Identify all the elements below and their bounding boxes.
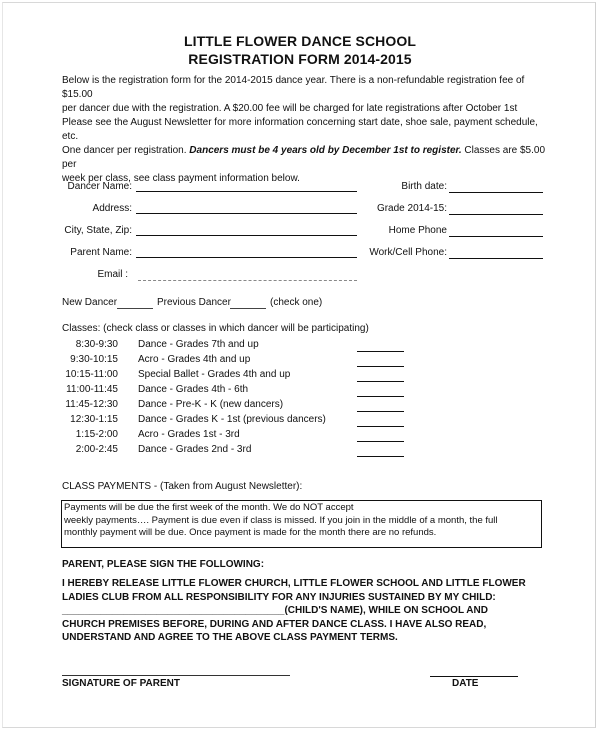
class-checkbox-line[interactable] <box>357 396 404 397</box>
class-time: 10:15-11:00 <box>65 369 118 380</box>
class-name: Dance - Grades 7th and up <box>138 339 259 350</box>
new-dancer-check[interactable] <box>117 308 153 309</box>
release-paragraph <box>62 577 542 645</box>
intro-line: Below is the registration form for the 2014-2015 dance year. There is a non-refundable registration fee of $15.00 <box>62 75 525 100</box>
release-line: UNDERSTAND AND AGREE TO THE ABOVE CLASS PAYMENT TERMS. <box>62 632 398 643</box>
intro-text: One dancer per registration. <box>62 145 190 156</box>
intro-line: Please see the August Newsletter for more information concerning start date, shoe sale, payment schedule, etc. <box>62 117 538 142</box>
child-name-field[interactable]: ________________________________________ <box>62 605 285 616</box>
payments-line: weekly payments…. Payment is due even if class is missed. If you join in the middle of a month, the full <box>64 514 498 526</box>
new-dancer-label: New Dancer <box>62 297 118 308</box>
class-checkbox-line[interactable] <box>357 441 404 442</box>
class-time: 1:15-2:00 <box>75 429 118 440</box>
address-field[interactable] <box>136 213 357 214</box>
payments-heading: CLASS PAYMENTS - (Taken from August Newsletter): <box>62 481 303 492</box>
grade-label: Grade 2014-15: <box>376 203 447 214</box>
home-phone-label: Home Phone <box>388 225 447 236</box>
release-heading: PARENT, PLEASE SIGN THE FOLLOWING: <box>62 559 265 570</box>
class-checkbox-line[interactable] <box>357 426 404 427</box>
payments-line: Payments will be due the first week of the month. We do NOT accept <box>64 502 354 513</box>
class-name: Dance - Grades 2nd - 3rd <box>138 444 252 455</box>
work-cell-phone-label: Work/Cell Phone: <box>369 247 447 258</box>
release-line: I HEREBY RELEASE LITTLE FLOWER CHURCH, LITTLE FLOWER SCHOOL AND LITTLE FLOWER <box>62 578 526 589</box>
class-time: 11:00-11:45 <box>66 384 118 395</box>
class-time: 12:30-1:15 <box>70 414 118 425</box>
birth-date-field[interactable] <box>449 192 543 193</box>
class-time: 9:30-10:15 <box>70 354 118 365</box>
class-time: 2:00-2:45 <box>75 444 118 455</box>
signature-field[interactable] <box>62 675 290 676</box>
class-name: Acro - Grades 1st - 3rd <box>138 429 240 440</box>
classes-heading: Classes: (check class or classes in which dancer will be participating) <box>62 323 369 334</box>
city-state-zip-label: City, State, Zip: <box>64 225 132 236</box>
intro-paragraph <box>62 74 552 186</box>
grade-field[interactable] <box>449 214 543 215</box>
dancer-name-field[interactable] <box>136 191 357 192</box>
signature-label: SIGNATURE OF PARENT <box>62 678 180 689</box>
release-line: LADIES CLUB FROM ALL RESPONSIBILITY FOR ANY INJURIES SUSTAINED BY MY CHILD: <box>62 591 496 603</box>
intro-text: Classes are $5.00 per <box>62 145 546 170</box>
release-line <box>62 604 542 618</box>
release-line: CHURCH PREMISES BEFORE, DURING AND AFTER DANCE CLASS. I HAVE ALSO READ, <box>62 618 487 630</box>
parent-name-field[interactable] <box>136 257 357 258</box>
class-name: Special Ballet - Grades 4th and up <box>138 369 291 380</box>
class-name: Dance - Grades K - 1st (previous dancers) <box>138 414 326 425</box>
form-subtitle: REGISTRATION FORM 2014-2015 <box>188 51 412 67</box>
parent-name-label: Parent Name: <box>70 247 132 258</box>
class-name: Dance - Pre-K - K (new dancers) <box>138 399 284 410</box>
class-time: 8:30-9:30 <box>75 339 118 350</box>
class-checkbox-line[interactable] <box>357 381 404 382</box>
payments-line: monthly payment will be due. Once payment is made for the month there are no refunds. <box>64 527 437 538</box>
intro-line <box>62 144 552 172</box>
intro-line: per dancer due with the registration. A $20.00 fee will be charged for late registrations after October 1st <box>62 103 518 114</box>
class-name: Acro - Grades 4th and up <box>138 354 251 365</box>
class-name: Dance - Grades 4th - 6th <box>138 384 249 395</box>
check-one-hint: (check one) <box>270 297 323 308</box>
class-checkbox-line[interactable] <box>357 411 404 412</box>
class-time: 11:45-12:30 <box>65 399 118 410</box>
dancer-name-label: Dancer Name: <box>67 181 132 192</box>
age-requirement: Dancers must be 4 years old by December 1st to register. <box>189 145 462 156</box>
previous-dancer-check[interactable] <box>230 308 266 309</box>
class-checkbox-line[interactable] <box>357 456 404 457</box>
intro-line: week per class, see class payment information below. <box>62 173 300 184</box>
child-name-label: (CHILD'S NAME), WHILE ON SCHOOL AND <box>284 605 488 616</box>
previous-dancer-label: Previous Dancer <box>157 297 231 308</box>
date-label: DATE <box>452 678 479 689</box>
date-field[interactable] <box>430 676 518 677</box>
payments-box <box>61 500 542 548</box>
address-label: Address: <box>92 203 132 214</box>
work-cell-phone-field[interactable] <box>449 258 543 259</box>
birth-date-label: Birth date: <box>401 181 447 192</box>
city-state-zip-field[interactable] <box>136 235 357 236</box>
home-phone-field[interactable] <box>449 236 543 237</box>
class-checkbox-line[interactable] <box>357 366 404 367</box>
email-field[interactable] <box>138 280 357 281</box>
class-checkbox-line[interactable] <box>357 351 404 352</box>
form-title: LITTLE FLOWER DANCE SCHOOL <box>183 33 417 49</box>
email-label: Email : <box>97 269 128 280</box>
